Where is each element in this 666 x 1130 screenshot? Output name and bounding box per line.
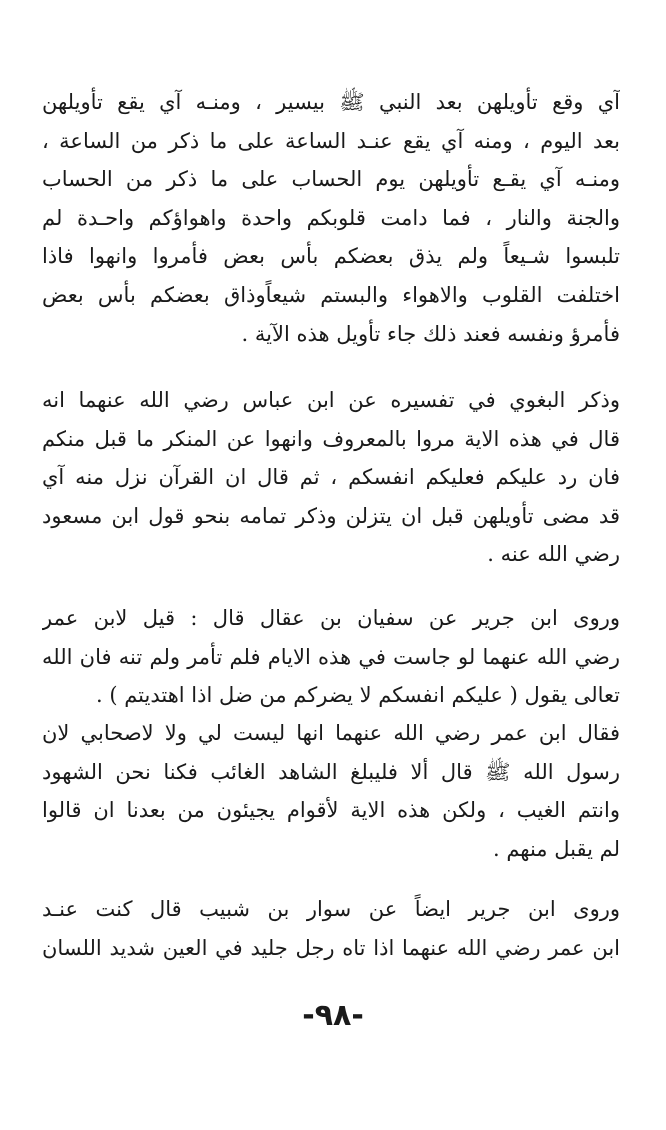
text-line: ابن عمر رضي الله عنهما اذا تاه رجل جليد في العين شديد اللسان — [42, 935, 620, 960]
text-line: وروى ابن جرير عن سفيان بن عقال قال : قيل لابن عمر — [42, 606, 620, 630]
text-line: تلبسوا شـيعاً ولم يذق بعضكم بأس بعض فأمروا وانهوا فاذا — [42, 244, 620, 269]
text-line: فان رد عليكم فعليكم انفسكم ، ثم قال ان القرآن نزل منه آي — [42, 465, 620, 490]
paragraph-2 — [42, 381, 620, 574]
text-line: بعد اليوم ، ومنه آي يقع عنـد الساعة على ما ذكر من الساعة ، — [42, 128, 620, 153]
paragraph-5 — [42, 890, 620, 967]
text-line: تعالى يقول ( عليكم انفسكم لا يضركم من ضل اذا اهتديتم ) . — [95, 683, 620, 708]
text-line: لم يقبل منهم . — [492, 836, 620, 861]
text-line: فقال ابن عمر رضي الله عنهما انها ليست لي ولا لاصحابي لان — [42, 721, 620, 745]
text-line: قال في هذه الاية مروا بالمعروف وانهوا عن المنكر ما قبل منكم — [42, 426, 620, 451]
text-line: اختلفت القلوب والاهواء والبستم شيعاًوذاق بعضكم بأس بعض — [42, 282, 620, 307]
text-line: وروى ابن جرير ايضاً عن سوار بن شبيب قال كنت عنـد — [42, 897, 620, 921]
page-number: -٩٨- — [302, 998, 364, 1033]
text-line: فأمرؤ ونفسه فعند ذلك جاء تأويل هذه الآية . — [241, 321, 620, 346]
paragraph-4 — [42, 714, 620, 868]
text-line: وانتم الغيب ، ولكن هذه الاية لأقوام يجيئون من بعدنا ان قالوا — [42, 798, 620, 823]
text-line: رضي الله عنه . — [487, 542, 620, 567]
paragraph-3 — [42, 599, 620, 715]
paragraph-1 — [42, 83, 620, 353]
text-line: رسول الله ﷺ قال ألا فليبلغ الشاهد الغائب فكنا نحن الشهود — [42, 759, 620, 784]
text-line: آي وقع تأويلهن بعد النبي ﷺ بيسير ، ومنـه آي يقع تأويلهن — [42, 90, 620, 114]
text-line: قد مضى تأويلهن قبل ان يتزلن وذكر تمامه بنحو قول ابن مسعود — [42, 503, 620, 528]
text-line: ومنـه آي يقـع تأويلهن يوم الحساب على ما ذكر من الحساب — [42, 167, 620, 192]
text-line: والجنة والنار ، فما دامت قلوبكم واحدة واهواؤكم واحـدة لم — [42, 205, 620, 230]
text-line: رضي الله عنهما لو جاست في هذه الايام فلم تأمر ولم تنه فان الله — [42, 644, 620, 669]
text-line: وذكر البغوي في تفسيره عن ابن عباس رضي الله عنهما انه — [42, 388, 620, 412]
